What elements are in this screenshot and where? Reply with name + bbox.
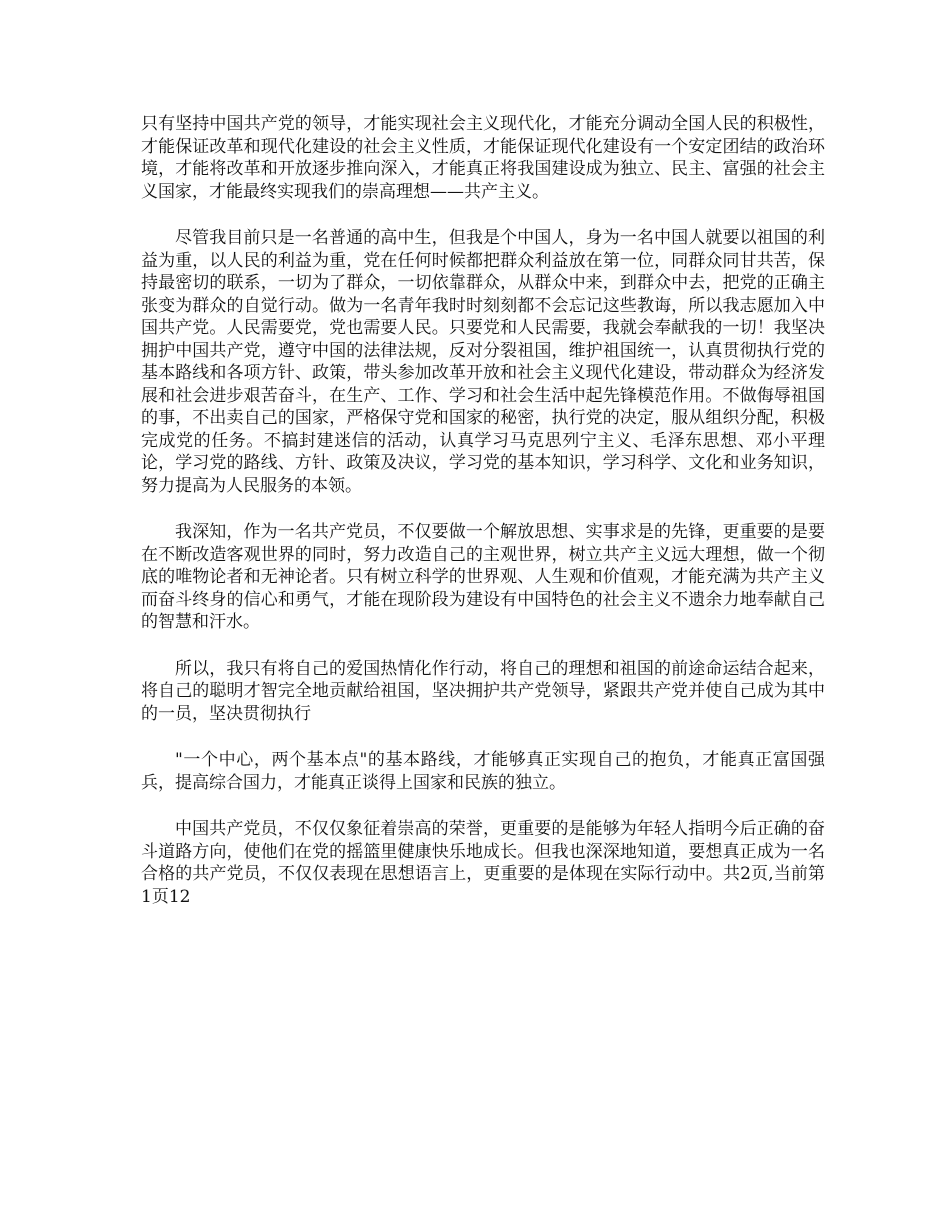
paragraph-3: 我深知，作为一名共产党员，不仅要做一个解放思想、实事求是的先锋，更重要的是要在不断改造客观世界的同时，努力改造自己的主观世界，树立共产主义远大理想，做一个彻底的唯物论者和无神论者。只有树立科学的世界观、人生观和价值观，才能充满为共产主义而奋斗终身的信心和勇气，才能在现阶段为建设有中国特色的社会主义不遗余力地奉献自己的智慧和汗水。: [141, 522, 825, 632]
paragraph-2: 尽管我目前只是一名普通的高中生，但我是个中国人，身为一名中国人就要以祖国的利益为重，以人民的利益为重，党在任何时候都把群众利益放在第一位，同群众同甘共苦，保持最密切的联系，一切为了群众，一切依靠群众，从群众中来，到群众中去，把党的正确主张变为群众的自觉行动。做为一名青年我时时刻刻都不会忘记这些教诲，所以我志愿加入中国共产党。人民需要党，党也需要人民。只要党和人民需要，我就会奉献我的一切！我坚决拥护中国共产党，遵守中国的法律法规，反对分裂祖国，维护祖国统一，认真贯彻执行党的基本路线和各项方针、政策，带头参加改革开放和社会主义现代化建设，带动群众为经济发展和社会进步艰苦奋斗，在生产、工作、学习和社会生活中起先锋模范作用。不做侮辱祖国的事，不出卖自己的国家，严格保守党和国家的秘密，执行党的决定，服从组织分配，积极完成党的任务。不搞封建迷信的活动，认真学习马克思列宁主义、毛泽东思想、邓小平理论，学习党的路线、方针、政策及决议，学习党的基本知识，学习科学、文化和业务知识，努力提高为人民服务的本领。: [141, 228, 825, 496]
document-body: [141, 113, 825, 932]
paragraph-1: 只有坚持中国共产党的领导，才能实现社会主义现代化，才能充分调动全国人民的积极性，才能保证改革和现代化建设的社会主义性质，才能保证现代化建设有一个安定团结的政治环境，才能将改革和开放逐步推向深入，才能真正将我国建设成为独立、民主、富强的社会主义国家，才能最终实现我们的崇高理想——共产主义。: [141, 114, 825, 202]
paragraph-6: 中国共产党员，不仅仅象征着崇高的荣誉，更重要的是能够为年轻人指明今后正确的奋斗道路方向，使他们在党的摇篮里健康快乐地成长。但我也深深地知道，要想真正成为一名合格的共产党员，不仅仅表现在思想语言上，更重要的是体现在实际行动中。共2页,当前第1页12: [141, 819, 825, 907]
paragraph-5: "一个中心，两个基本点"的基本路线，才能够真正实现自己的抱负，才能真正富国强兵，提高综合国力，才能真正谈得上国家和民族的独立。: [141, 750, 825, 793]
paragraph-4: 所以，我只有将自己的爱国热情化作行动，将自己的理想和祖国的前途命运结合起来，将自己的聪明才智完全地贡献给祖国，坚决拥护共产党领导，紧跟共产党并使自己成为其中的一员，坚决贯彻执行: [141, 658, 825, 724]
